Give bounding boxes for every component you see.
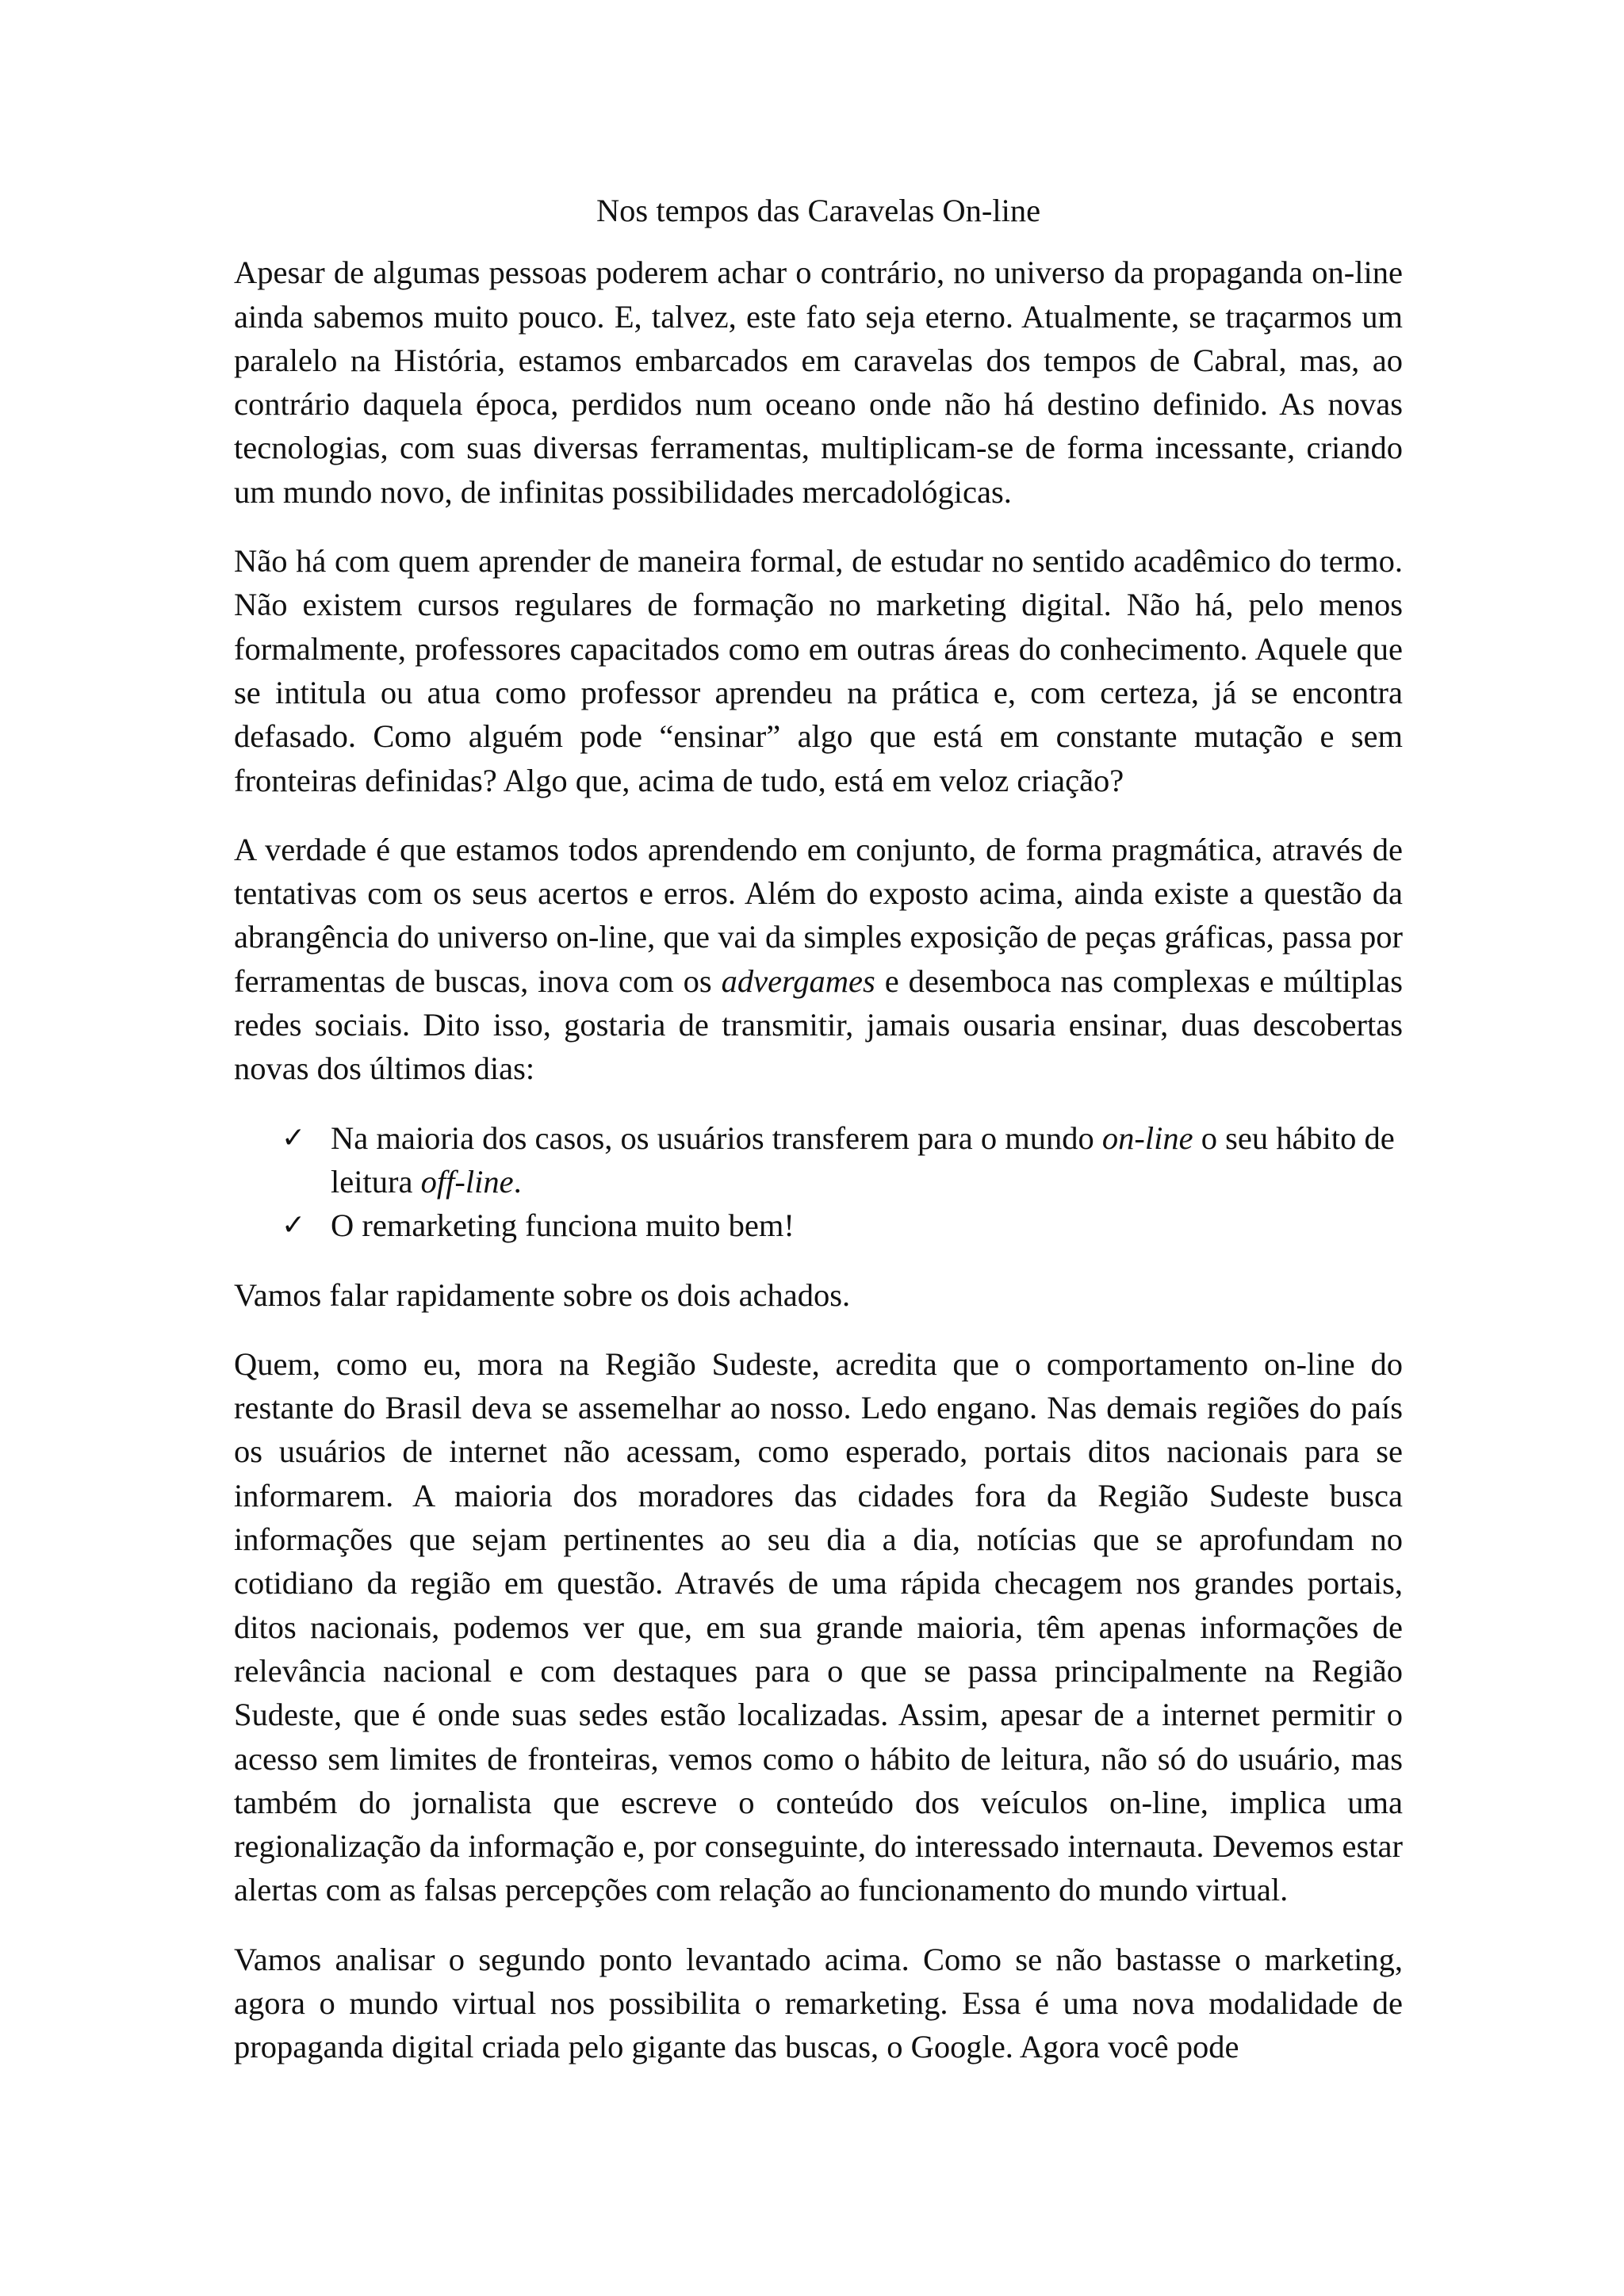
checklist-item-1-text-a: Na maioria dos casos, os usuários transferem para o mundo: [331, 1119, 1102, 1156]
paragraph-6: Vamos analisar o segundo ponto levantado acima. Como se não bastasse o marketing, agora o mundo virtual nos possibilita o remarketing. Essa é uma nova modalidade de propaganda digital criada pelo gigante das buscas, o Google. Agora você pode: [234, 1941, 1403, 2065]
checklist: [234, 1116, 1403, 1248]
paragraph-3-text-a: A verdade é que estamos todos aprendendo em conjunto, de forma pragmática, através de tentativas com os seus acertos e erros. Além do exposto acima, ainda existe a questão da abrangência do universo on-line, que vai da simples exposição de peças gráficas, passa por ferramentas de buscas, inova com os: [234, 831, 1403, 999]
document-title: Nos tempos das Caravelas On-line: [596, 193, 1041, 228]
checkmark-icon: ✓: [282, 1121, 306, 1154]
checklist-item-1-italic-b: off-line: [420, 1163, 514, 1200]
paragraph-1: Apesar de algumas pessoas poderem achar o contrário, no universo da propaganda on-line ainda sabemos muito pouco. E, talvez, este fato seja eterno. Atualmente, se traçarmos um paralelo na História, estamos embarcados em caravelas dos tempos de Cabral, mas, ao contrário daquela época, perdidos num oceano onde não há destino definido. As novas tecnologias, com suas diversas ferramentas, multiplicam-se de forma incessante, criando um mundo novo, de infinitas possibilidades mercadológicas.: [234, 254, 1403, 510]
paragraph-4: Vamos falar rapidamente sobre os dois achados.: [234, 1276, 851, 1313]
checklist-item-1-text-b: o seu hábito de leitura: [331, 1119, 1395, 1200]
checklist-item-1-text-c: .: [513, 1163, 522, 1200]
checklist-item-1-italic-a: on-line: [1101, 1119, 1193, 1156]
checkmark-icon: ✓: [282, 1209, 306, 1242]
paragraph-3-text-b: e desemboca nas complexas e múltiplas redes sociais. Dito isso, gostaria de transmitir, jamais ousaria ensinar, duas descobertas novas dos últimos dias:: [234, 962, 1404, 1087]
checklist-item-2-text: O remarketing funciona muito bem!: [331, 1207, 795, 1244]
paragraph-5: Quem, como eu, mora na Região Sudeste, acredita que o comportamento on-line do restante do Brasil deva se assemelhar ao nosso. Ledo engano. Nas demais regiões do país os usuários de internet não acessam, como esperado, portais ditos nacionais para se informarem. A maioria dos moradores das cidades fora da Região Sudeste busca informações que sejam pertinentes ao seu dia a dia, notícias que se aprofundam no cotidiano da região em questão. Através de uma rápida checagem nos grandes portais, ditos nacionais, podemos ver que, em sua grande maioria, têm apenas informações de relevância nacional e com destaques para o que se passa principalmente na Região Sudeste, que é onde suas sedes estão localizadas. Assim, apesar de a internet permitir o acesso sem limites de fronteiras, vemos como o hábito de leitura, não só do usuário, mas também do jornalista que escreve o conteúdo dos veículos on-line, implica uma regionalização da informação e, por conseguinte, do interessado internauta. Devemos estar alertas com as falsas percepções com relação ao funcionamento do mundo virtual.: [234, 1345, 1403, 1908]
checklist-item-1: [282, 1116, 1403, 1204]
document-page: [234, 189, 1403, 2069]
paragraph-2: Não há com quem aprender de maneira formal, de estudar no sentido acadêmico do termo. Não existem cursos regulares de formação no marketing digital. Não há, pelo menos formalmente, professores capacitados como em outras áreas do conhecimento. Aquele que se intitula ou atua como professor aprendeu na prática e, com certeza, já se encontra defasado. Como alguém pode “ensinar” algo que está em constante mutação e sem fronteiras definidas? Algo que, acima de tudo, está em veloz criação?: [234, 543, 1403, 798]
checklist-item-2: [282, 1203, 1403, 1247]
paragraph-3: [234, 828, 1403, 1091]
paragraph-3-italic: advergames: [721, 962, 875, 999]
